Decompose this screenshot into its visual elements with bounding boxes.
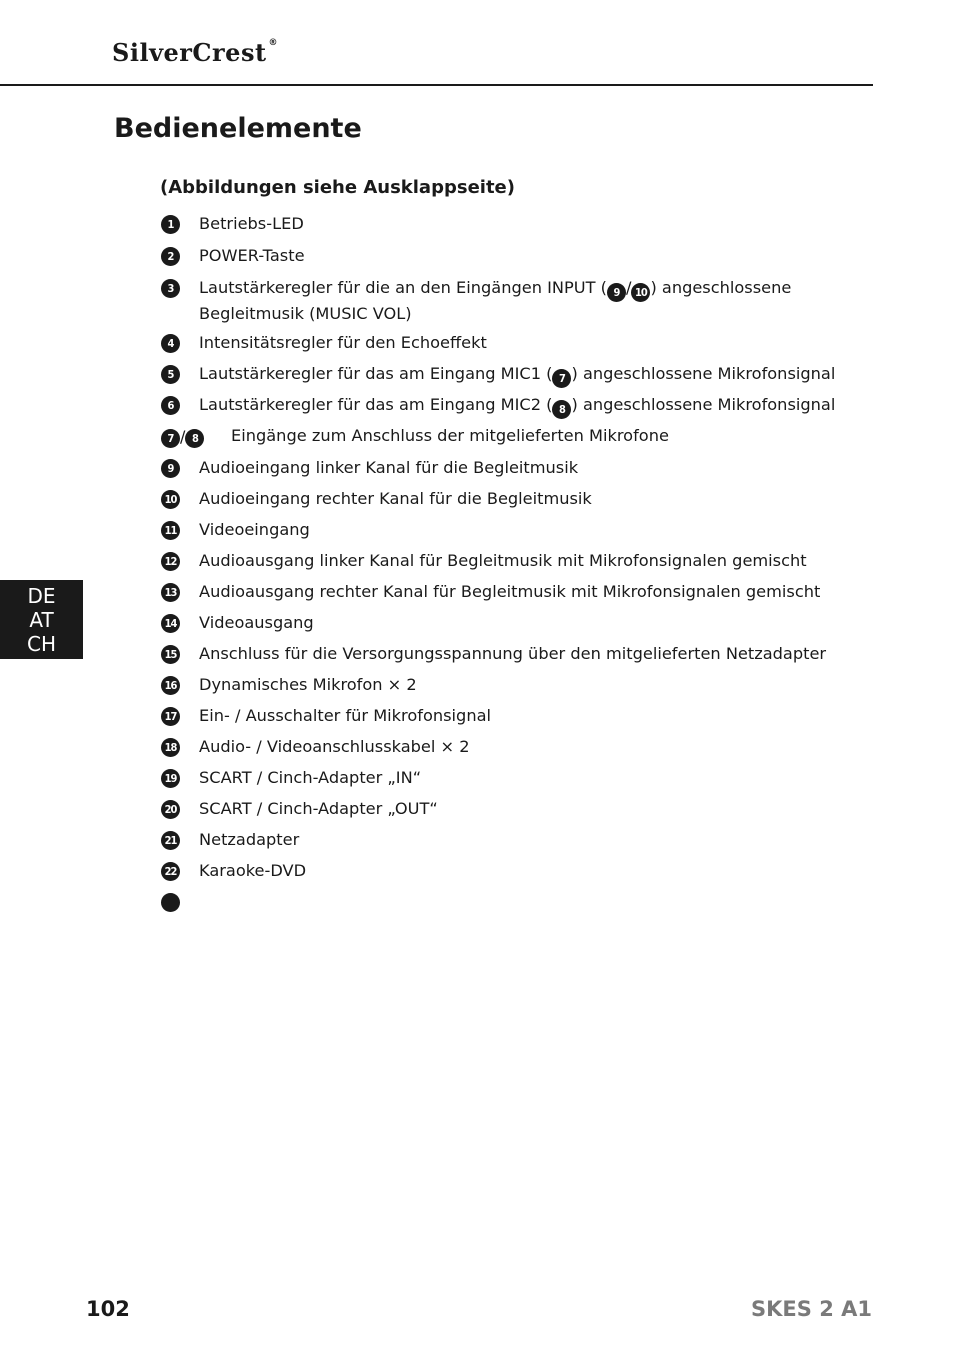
item-text-before: Lautstärkeregler für die an den Eingängen INPUT (	[199, 278, 607, 297]
language-at: AT	[29, 608, 54, 632]
model-name: SKES 2 A1	[751, 1297, 872, 1321]
brand-logo	[112, 38, 278, 67]
item-text: Audioausgang linker Kanal für Begleitmusik mit Mikrofonsignalen gemischt	[199, 551, 807, 570]
item-number-badge: 12	[161, 552, 180, 571]
inline-ref-badge: 7	[552, 369, 571, 388]
item-text	[199, 362, 851, 388]
item-text: Audioausgang rechter Kanal für Begleitmusik mit Mikrofonsignalen gemischt	[199, 582, 821, 601]
item-text-after: ) angeschlossene Begleitmusik (MUSIC VOL)	[199, 278, 792, 323]
item-number-badge: 17	[161, 707, 180, 726]
item-number-badge: 5	[161, 365, 180, 384]
item-text: Audio- / Videoanschlusskabel × 2	[199, 737, 470, 756]
item-number-badge: 10	[161, 490, 180, 509]
language-tab	[0, 580, 83, 659]
item-text: Eingänge zum Anschluss der mitgelieferten Mikrofone	[231, 426, 669, 445]
item-text-before: Lautstärkeregler für das am Eingang MIC1 (	[199, 364, 553, 383]
item-text: Dynamisches Mikrofon × 2	[199, 675, 417, 694]
page-title: Bedienelemente	[114, 113, 362, 144]
item-text: Videoausgang	[199, 613, 314, 632]
registered-mark: ®	[268, 38, 279, 48]
item-number-badge: 22	[161, 862, 180, 881]
header-divider	[0, 84, 873, 86]
item-text-before: Lautstärkeregler für das am Eingang MIC2 (	[199, 395, 553, 414]
item-number-badge: 19	[161, 769, 180, 788]
item-text: SCART / Cinch-Adapter „OUT“	[199, 799, 438, 818]
item-text: Intensitätsregler für den Echoeffekt	[199, 333, 487, 352]
language-de: DE	[27, 584, 56, 608]
item-text: Betriebs-LED	[199, 214, 304, 233]
item-number-badge: 1	[161, 215, 180, 234]
item-text: Audioeingang linker Kanal für die Begleitmusik	[199, 458, 579, 477]
ref-separator: /	[625, 278, 632, 297]
page-number: 102	[86, 1297, 130, 1321]
item-text: SCART / Cinch-Adapter „IN“	[199, 768, 422, 787]
item-text: Ein- / Ausschalter für Mikrofonsignal	[199, 706, 491, 725]
item-number-badge: 14	[161, 614, 180, 633]
item-text: Karaoke-DVD	[199, 861, 307, 880]
item-text: Videoeingang	[199, 520, 310, 539]
item-number-pair	[161, 427, 204, 448]
item-text: Audioeingang rechter Kanal für die Begleitmusik	[199, 489, 592, 508]
item-number-badge: 18	[161, 738, 180, 757]
item-number-badge: 9	[161, 459, 180, 478]
item-text: Netzadapter	[199, 830, 300, 849]
item-text	[199, 393, 851, 419]
item-number-badge: 6	[161, 396, 180, 415]
item-number-badge: 8	[185, 429, 204, 448]
item-number-badge: 11	[161, 521, 180, 540]
item-text-after: ) angeschlossene Mikrofonsignal	[571, 364, 836, 383]
inline-ref-badge: 9	[607, 283, 626, 302]
inline-ref-badge: 10	[631, 283, 650, 302]
section-subtitle: (Abbildungen siehe Ausklappseite)	[160, 177, 515, 198]
item-text-after: ) angeschlossene Mikrofonsignal	[571, 395, 836, 414]
item-number-badge: 4	[161, 334, 180, 353]
item-number-badge: 15	[161, 645, 180, 664]
item-number-badge: 13	[161, 583, 180, 602]
item-number-badge: 20	[161, 800, 180, 819]
item-number-badge: 7	[161, 429, 180, 448]
brand-logo-text: SilverCrest	[112, 38, 267, 67]
item-number-badge	[161, 893, 180, 912]
inline-ref-badge: 8	[552, 400, 571, 419]
item-number-badge: 21	[161, 831, 180, 850]
item-text	[199, 276, 851, 326]
item-number-badge: 3	[161, 279, 180, 298]
item-number-badge: 2	[161, 247, 180, 266]
language-ch: CH	[26, 632, 56, 656]
item-text: Anschluss für die Versorgungsspannung über den mitgelieferten Netzadapter	[199, 644, 827, 663]
item-text: POWER-Taste	[199, 246, 305, 265]
ref-separator: /	[180, 427, 186, 446]
item-number-badge: 16	[161, 676, 180, 695]
